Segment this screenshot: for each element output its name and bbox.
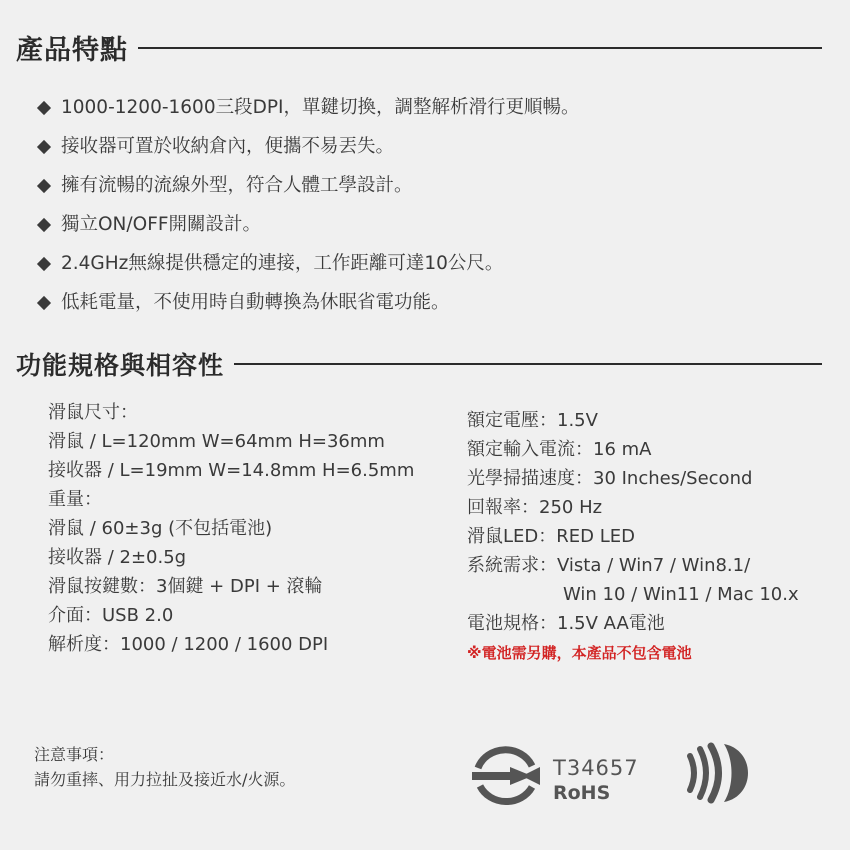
- spec-line: 滑鼠LED：RED LED: [467, 526, 635, 547]
- specs-left-column: [48, 398, 414, 659]
- spec-line: 滑鼠按鍵數：3個鍵 + DPI + 滾輪: [48, 576, 323, 597]
- notes-text: 請勿重摔、用力拉扯及接近水/火源。: [34, 770, 296, 789]
- diamond-bullet-icon: [37, 178, 51, 192]
- spec-line: 滑鼠 / 60±3g (不包括電池): [48, 518, 273, 539]
- spec-line: 接收器 / L=19mm W=14.8mm H=6.5mm: [48, 460, 415, 481]
- features-divider: [138, 47, 822, 49]
- spec-line: 滑鼠尺寸：: [48, 402, 138, 423]
- feature-item: [36, 205, 579, 244]
- feature-text: 擁有流暢的流線外型，符合人體工學設計。: [61, 175, 413, 196]
- feature-text: 1000-1200-1600三段DPI，單鍵切換，調整解析滑行更順暢。: [61, 97, 580, 118]
- feature-item: [36, 283, 579, 322]
- spec-line: 額定電壓：1.5V: [467, 410, 598, 431]
- spec-line: 解析度：1000 / 1200 / 1600 DPI: [48, 634, 329, 655]
- spec-line: 額定輸入電流：16 mA: [467, 439, 652, 460]
- diamond-bullet-icon: [37, 217, 51, 231]
- notes-title: 注意事項：: [34, 745, 115, 764]
- diamond-bullet-icon: [37, 295, 51, 309]
- features-title: 產品特點: [16, 35, 128, 66]
- certification-code: T34657: [553, 756, 639, 780]
- diamond-bullet-icon: [37, 100, 51, 114]
- specs-title: 功能規格與相容性: [16, 351, 225, 380]
- spec-line: 重量：: [48, 489, 102, 510]
- battery-warning: ※電池需另購，本產品不包含電池: [467, 644, 692, 662]
- specs-header: [16, 346, 822, 382]
- spec-line: 光學掃描速度：30 Inches/Second: [467, 468, 753, 489]
- spec-line: 接收器 / 2±0.5g: [48, 547, 187, 568]
- specs-right-column: [467, 406, 799, 668]
- certification-text: [553, 755, 639, 805]
- feature-text: 獨立ON/OFF開關設計。: [61, 214, 261, 235]
- spec-line: 滑鼠 / L=120mm W=64mm H=36mm: [48, 431, 385, 452]
- features-list: [36, 88, 579, 322]
- rohs-label: RoHS: [553, 782, 611, 804]
- nfc-wireless-icon: [682, 740, 752, 806]
- notes: [34, 742, 295, 792]
- feature-text: 低耗電量，不使用時自動轉換為休眠省電功能。: [61, 292, 450, 313]
- specs-divider: [234, 363, 822, 365]
- spec-line: Win 10 / Win11 / Mac 10.x: [563, 584, 799, 605]
- spec-line: 電池規格：1.5V AA電池: [467, 613, 665, 634]
- diamond-bullet-icon: [37, 256, 51, 270]
- diamond-bullet-icon: [37, 139, 51, 153]
- feature-item: [36, 244, 579, 283]
- feature-text: 2.4GHz無線提供穩定的連接，工作距離可達10公尺。: [61, 253, 504, 274]
- features-header: [16, 28, 822, 67]
- spec-line: 系統需求：Vista / Win7 / Win8.1/: [467, 555, 751, 576]
- spec-line: 回報率：250 Hz: [467, 497, 603, 518]
- feature-text: 接收器可置於收納倉內，便攜不易丟失。: [61, 136, 395, 157]
- feature-item: [36, 127, 579, 166]
- feature-item: [36, 88, 579, 127]
- feature-item: [36, 166, 579, 205]
- bsmi-certification-icon: [470, 745, 546, 807]
- spec-line: 介面：USB 2.0: [48, 605, 174, 626]
